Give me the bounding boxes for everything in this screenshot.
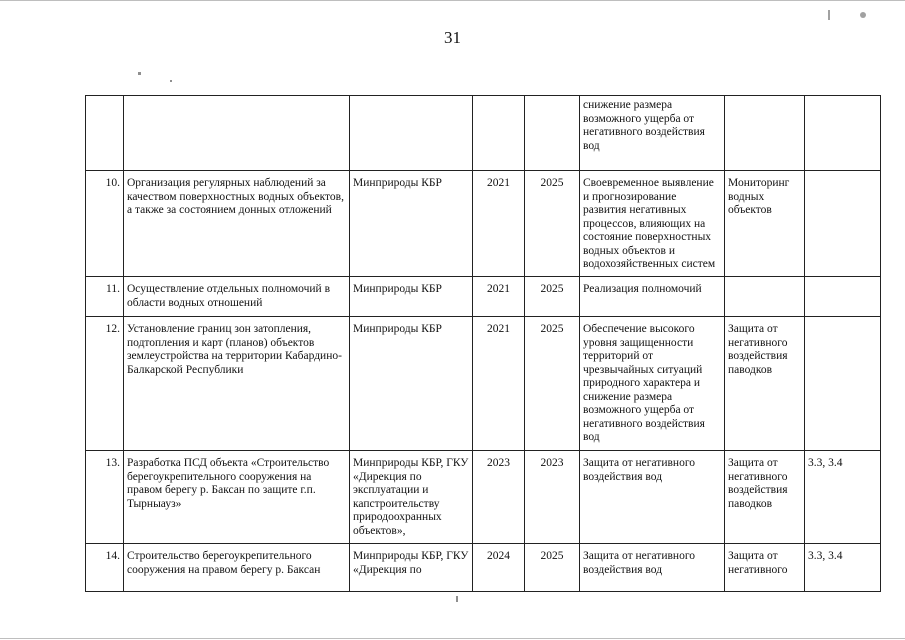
scan-dot xyxy=(170,80,172,82)
link-cell: 3.3, 3.4 xyxy=(805,544,881,592)
end-year-cell: 2025 xyxy=(525,171,580,277)
result-cell: Своевременное выявление и прогнозирование развития негативных процессов, влияющих на состояние поверхностных водных объектов и водохозяйственных систем xyxy=(580,171,725,277)
table-row xyxy=(86,317,881,451)
target-cell xyxy=(725,277,805,317)
page-number: 31 xyxy=(444,28,461,47)
scan-dot xyxy=(860,12,866,18)
link-cell xyxy=(805,96,881,171)
target-cell xyxy=(725,96,805,171)
table-row xyxy=(86,451,881,544)
table-row xyxy=(86,544,881,592)
start-year-cell: 2021 xyxy=(473,317,525,451)
result-cell: Защита от негативного воздействия вод xyxy=(580,451,725,544)
link-cell xyxy=(805,277,881,317)
row-number: 14. xyxy=(86,544,124,592)
executor-cell: Минприроды КБР, ГКУ «Дирекция по эксплуатации и капстроительству природоохранных объектов», xyxy=(350,451,473,544)
start-year-cell: 2023 xyxy=(473,451,525,544)
measure-cell: Разработка ПСД объекта «Строительство берегоукрепительного сооружения на правом берегу р. Баксан по защите г.п. Тырныауз» xyxy=(124,451,350,544)
measures-table xyxy=(85,95,881,592)
scan-dot xyxy=(828,10,830,20)
scan-line-bottom xyxy=(0,638,905,639)
link-cell xyxy=(805,171,881,277)
result-cell: Защита от негативного воздействия вод xyxy=(580,544,725,592)
end-year-cell xyxy=(525,96,580,171)
row-number: 13. xyxy=(86,451,124,544)
result-cell: Обеспечение высокого уровня защищенности территорий от чрезвычайных ситуаций природного характера и снижение размера возможного ущерба от негативного воздействия вод xyxy=(580,317,725,451)
row-number: 11. xyxy=(86,277,124,317)
row-number: 12. xyxy=(86,317,124,451)
executor-cell: Минприроды КБР xyxy=(350,171,473,277)
end-year-cell: 2025 xyxy=(525,317,580,451)
start-year-cell xyxy=(473,96,525,171)
target-cell: Защита от негативного xyxy=(725,544,805,592)
measure-cell: Строительство берегоукрепительного сооружения на правом берегу р. Баксан xyxy=(124,544,350,592)
measure-cell: Установление границ зон затопления, подтопления и карт (планов) объектов землеустройства на территории Кабардино-Балкарской Республики xyxy=(124,317,350,451)
end-year-cell: 2025 xyxy=(525,544,580,592)
measure-cell xyxy=(124,96,350,171)
table-row xyxy=(86,96,881,171)
executor-cell: Минприроды КБР xyxy=(350,317,473,451)
link-cell: 3.3, 3.4 xyxy=(805,451,881,544)
measure-cell: Организация регулярных наблюдений за качеством поверхностных водных объектов, а также за состоянием донных отложений xyxy=(124,171,350,277)
row-number: 10. xyxy=(86,171,124,277)
start-year-cell: 2021 xyxy=(473,277,525,317)
table-row xyxy=(86,171,881,277)
end-year-cell: 2025 xyxy=(525,277,580,317)
result-cell: Реализация полномочий xyxy=(580,277,725,317)
target-cell: Мониторинг водных объектов xyxy=(725,171,805,277)
start-year-cell: 2021 xyxy=(473,171,525,277)
scan-dot xyxy=(456,596,458,602)
executor-cell xyxy=(350,96,473,171)
result-cell: снижение размера возможного ущерба от негативного воздействия вод xyxy=(580,96,725,171)
row-number xyxy=(86,96,124,171)
end-year-cell: 2023 xyxy=(525,451,580,544)
link-cell xyxy=(805,317,881,451)
executor-cell: Минприроды КБР, ГКУ «Дирекция по xyxy=(350,544,473,592)
executor-cell: Минприроды КБР xyxy=(350,277,473,317)
target-cell: Защита от негативного воздействия паводков xyxy=(725,317,805,451)
scan-line-top xyxy=(0,0,905,1)
scan-dot xyxy=(138,72,141,75)
start-year-cell: 2024 xyxy=(473,544,525,592)
target-cell: Защита от негативного воздействия паводков xyxy=(725,451,805,544)
table-row xyxy=(86,277,881,317)
measure-cell: Осуществление отдельных полномочий в области водных отношений xyxy=(124,277,350,317)
